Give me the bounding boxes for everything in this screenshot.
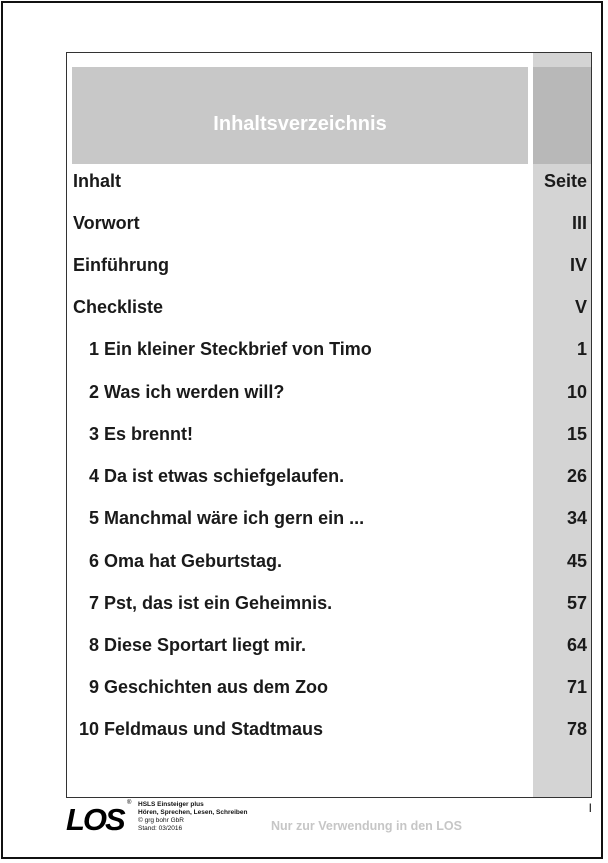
chapter-title: Ein kleiner Steckbrief von Timo [104,339,372,359]
chapter-title: Manchmal wäre ich gern ein ... [104,508,365,528]
chapter-number: 4 [88,466,99,486]
chapter-number: 1 [88,339,99,359]
chapter-page: 78 [566,719,587,739]
copyright-text: © grg bohr GbR [138,817,184,824]
toc-item-label: Vorwort [73,213,140,233]
toc-header-label: Inhalt [73,171,121,191]
toc-item-page: IV [569,255,587,275]
toc-front-matter-item [73,213,587,243]
registered-mark: ® [127,800,132,806]
toc-item-label: Einführung [73,255,169,275]
chapter-title: Es brennt! [104,424,194,444]
toc-chapter-row [73,677,587,707]
toc-chapter-row [73,508,587,538]
usage-note: Nur zur Verwendung in den LOS [271,819,462,833]
chapter-title: Feldmaus und Stadtmaus [104,719,324,739]
chapter-number: 7 [88,593,99,613]
footer-page-number: I [588,801,592,815]
chapter-number: 10 [78,719,99,739]
toc-chapter-row [73,719,587,749]
chapter-title: Oma hat Geburtstag. [104,551,283,571]
toc-chapter-row [73,593,587,623]
toc-panel [66,52,592,798]
toc-chapter-row [73,466,587,496]
logo-text: LOS [66,802,124,834]
series-subtitle: Hören, Sprechen, Lesen, Schreiben [138,809,248,816]
toc-header-page: Seite [543,171,587,191]
stand-date: Stand: 03/2016 [138,825,183,832]
chapter-page: 57 [566,593,587,613]
chapter-number: 8 [88,635,99,655]
toc-chapter-row [73,339,587,369]
toc-header-row [73,171,587,201]
toc-chapter-row [73,424,587,454]
chapter-number: 3 [88,424,99,444]
chapter-page: 26 [566,466,587,486]
title-banner-right [533,67,592,164]
toc-item-page: V [574,297,587,317]
chapter-page: 71 [566,677,587,697]
chapter-page: 45 [566,551,587,571]
footer-meta [138,801,247,833]
chapter-page: 64 [566,635,587,655]
chapter-title: Diese Sportart liegt mir. [104,635,307,655]
toc-chapter-row [73,382,587,412]
toc-chapter-row [73,551,587,581]
series-name: HSLS Einsteiger plus [138,801,204,808]
chapter-title: Was ich werden will? [104,382,285,402]
chapter-page: 1 [576,339,587,359]
page-footer [66,800,594,840]
chapter-page: 15 [566,424,587,444]
los-logo [66,802,132,834]
chapter-number: 5 [88,508,99,528]
toc-front-matter-item [73,255,587,285]
chapter-title: Pst, das ist ein Geheimnis. [104,593,333,613]
toc-item-label: Checkliste [73,297,164,317]
chapter-title: Da ist etwas schiefgelaufen. [104,466,345,486]
chapter-number: 6 [88,551,99,571]
chapter-number: 9 [88,677,99,697]
toc-front-matter-item [73,297,587,327]
chapter-page: 10 [566,382,587,402]
toc-item-page: III [571,213,587,233]
page-title: Inhaltsverzeichnis [213,113,387,135]
chapter-title: Geschichten aus dem Zoo [104,677,329,697]
toc-chapter-row [73,635,587,665]
chapter-page: 34 [566,508,587,528]
chapter-number: 2 [88,382,99,402]
